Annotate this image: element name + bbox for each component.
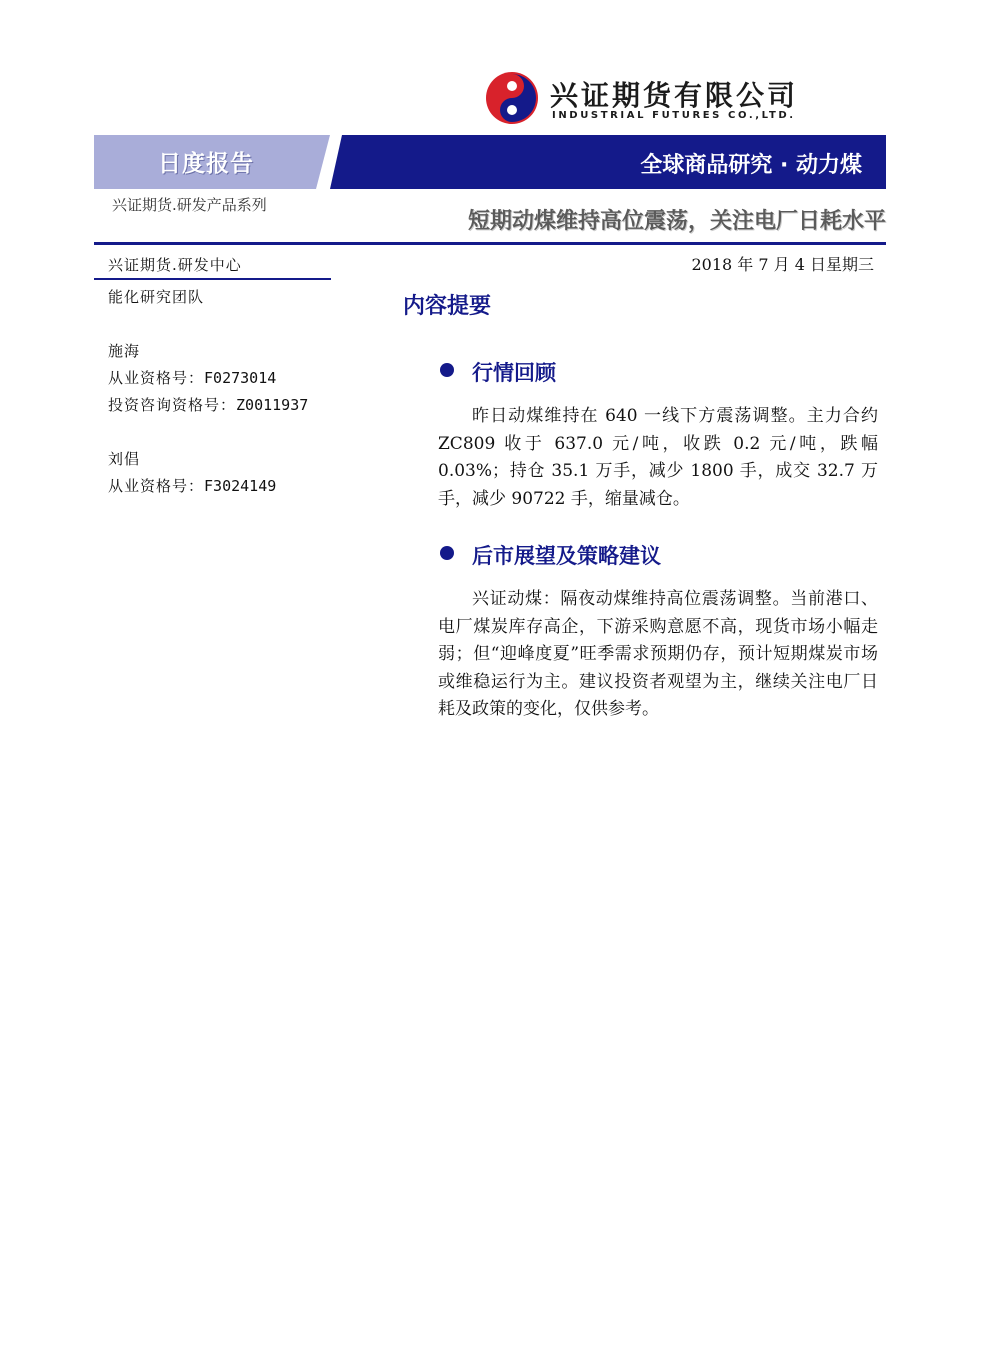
- report-type-label: 日度报告: [158, 151, 254, 177]
- report-banner: [94, 135, 886, 189]
- banner-divider: [316, 135, 356, 189]
- sidebar-divider: [94, 278, 331, 280]
- section-title: 后市展望及策略建议: [472, 544, 661, 568]
- report-date: 2018 年 7 月 4 日星期三: [691, 255, 874, 274]
- credential-code: F3024149: [204, 477, 277, 495]
- banner-title: 全球商品研究 · 动力煤: [640, 153, 862, 178]
- header-divider: [94, 242, 886, 245]
- report-headline: 短期动煤维持高位震荡，关注电厂日耗水平: [467, 209, 886, 234]
- credential-label: 从业资格号：: [108, 369, 205, 387]
- bullet-icon: [440, 546, 454, 560]
- department: 兴证期货.研发中心: [108, 256, 242, 274]
- product-series: 兴证期货.研发产品系列: [112, 196, 267, 214]
- company-logo-icon: [484, 70, 540, 126]
- credential-label: 投资咨询资格号：: [108, 396, 237, 414]
- section-title: 行情回顾: [472, 361, 556, 385]
- research-team: 能化研究团队: [108, 288, 205, 306]
- analyst-name: 施海: [108, 342, 141, 360]
- section-body: 兴证动煤：隔夜动煤维持高位震荡调整。当前港口、电厂煤炭库存高企，下游采购意愿不高，现货市场小幅走弱；但“迎峰度夏”旺季需求预期仍存，预计短期煤炭市场或维稳运行为主。建议投资者观望为主，继续关注电厂日耗及政策的变化，仅供参考。: [438, 589, 878, 719]
- analyst-name: 刘倡: [108, 450, 141, 468]
- section-body: 昨日动煤维持在 640 一线下方震荡调整。主力合约 ZC809 收于 637.0 元/吨，收跌 0.2 元/吨，跌幅 0.03%；持仓 35.1 万手，减少 1800 手，成交 32.7 万手，减少 90722 手，缩量减仓。: [438, 406, 878, 509]
- analyst-credential: [108, 394, 308, 415]
- company-name-cn: 兴证期货有限公司: [550, 79, 799, 112]
- analyst-credential: [108, 367, 276, 388]
- company-name-en: INDUSTRIAL FUTURES CO.,LTD.: [552, 110, 796, 121]
- credential-label: 从业资格号：: [108, 477, 205, 495]
- analyst-credential: [108, 475, 276, 496]
- credential-code: F0273014: [204, 369, 277, 387]
- bullet-icon: [440, 363, 454, 377]
- summary-heading: 内容提要: [403, 294, 492, 319]
- credential-code: Z0011937: [236, 396, 309, 414]
- company-logo: [484, 70, 874, 132]
